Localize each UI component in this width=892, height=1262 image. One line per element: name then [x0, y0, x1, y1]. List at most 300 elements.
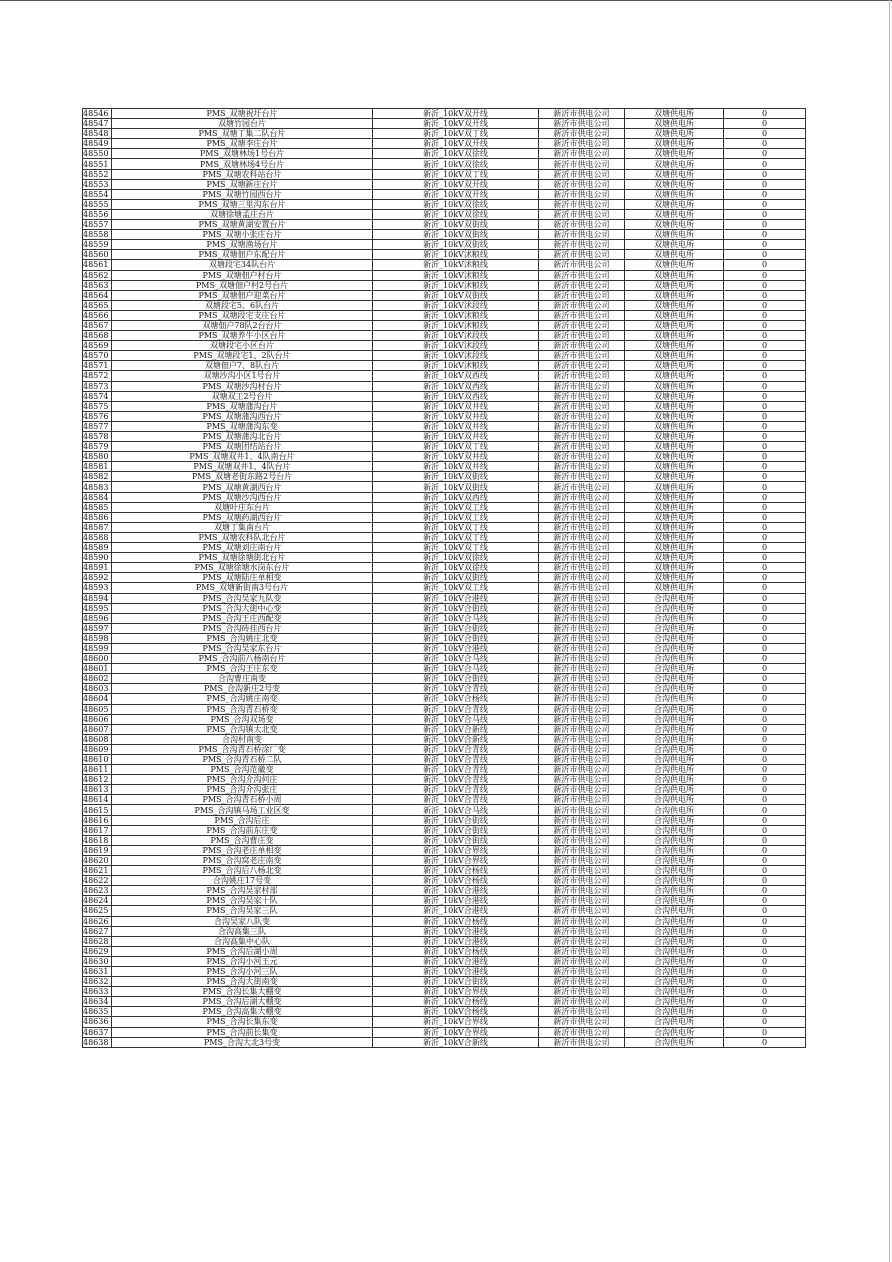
transformer-name-cell: PMS_合沟后八杨北变 — [112, 866, 373, 876]
table-row — [83, 512, 806, 522]
row-id-cell: 48561 — [83, 260, 112, 270]
feeder-line-cell: 新沂_10kV沭粮线 — [373, 260, 539, 270]
value-cell: 0 — [724, 613, 806, 623]
transformer-name-cell: PMS_合沟新庄2号变 — [112, 684, 373, 694]
station-cell: 合沟供电所 — [625, 815, 724, 825]
value-cell: 0 — [724, 492, 806, 502]
feeder-line-cell: 新沂_10kV合青线 — [373, 765, 539, 775]
company-cell: 新沂市供电公司 — [539, 603, 625, 613]
row-id-cell: 48577 — [83, 421, 112, 431]
row-id-cell: 48580 — [83, 452, 112, 462]
table-row — [83, 936, 806, 946]
value-cell: 0 — [724, 220, 806, 230]
station-cell: 双塘供电所 — [625, 432, 724, 442]
row-id-cell: 48624 — [83, 896, 112, 906]
table-row — [83, 462, 806, 472]
company-cell: 新沂市供电公司 — [539, 1027, 625, 1037]
value-cell: 0 — [724, 956, 806, 966]
transformer-name-cell: PMS_双塘双井1、4队台片 — [112, 462, 373, 472]
station-cell: 合沟供电所 — [625, 744, 724, 754]
row-id-cell: 48553 — [83, 179, 112, 189]
row-id-cell: 48595 — [83, 603, 112, 613]
value-cell: 0 — [724, 421, 806, 431]
company-cell: 新沂市供电公司 — [539, 997, 625, 1007]
station-cell: 双塘供电所 — [625, 512, 724, 522]
station-cell: 双塘供电所 — [625, 563, 724, 573]
station-cell: 合沟供电所 — [625, 734, 724, 744]
station-cell: 合沟供电所 — [625, 1017, 724, 1027]
company-cell: 新沂市供电公司 — [539, 583, 625, 593]
value-cell: 0 — [724, 775, 806, 785]
table-row — [83, 704, 806, 714]
feeder-line-cell: 新沂_10kV沭粮线 — [373, 270, 539, 280]
row-id-cell: 48592 — [83, 573, 112, 583]
station-cell: 合沟供电所 — [625, 765, 724, 775]
table-row — [83, 987, 806, 997]
value-cell: 0 — [724, 189, 806, 199]
transformer-name-cell: PMS_双塘老街东路2号台片 — [112, 472, 373, 482]
table-row — [83, 613, 806, 623]
feeder-line-cell: 新沂_10kV合街线 — [373, 674, 539, 684]
row-id-cell: 48552 — [83, 169, 112, 179]
feeder-line-cell: 新沂_10kV双井线 — [373, 462, 539, 472]
feeder-line-cell: 新沂_10kV合马线 — [373, 805, 539, 815]
transformer-name-cell: PMS_合沟前八杨南台片 — [112, 654, 373, 664]
value-cell: 0 — [724, 371, 806, 381]
table-row — [83, 331, 806, 341]
transformer-name-cell: PMS_合沟小河三队 — [112, 966, 373, 976]
value-cell: 0 — [724, 341, 806, 351]
company-cell: 新沂市供电公司 — [539, 109, 625, 119]
station-cell: 合沟供电所 — [625, 694, 724, 704]
transformer-name-cell: 合沟姚庄17号变 — [112, 876, 373, 886]
value-cell: 0 — [724, 381, 806, 391]
station-cell: 双塘供电所 — [625, 331, 724, 341]
feeder-line-cell: 新沂_10kV双井线 — [373, 432, 539, 442]
feeder-line-cell: 新沂_10kV合杨线 — [373, 946, 539, 956]
transformer-name-cell: PMS_合沟青石桥变 — [112, 704, 373, 714]
table-row — [83, 1017, 806, 1027]
station-cell: 合沟供电所 — [625, 876, 724, 886]
transformer-name-cell: PMS_双塘段宅支庄台片 — [112, 310, 373, 320]
table-row — [83, 694, 806, 704]
transformer-name-cell: PMS_合沟砖挂西台片 — [112, 623, 373, 633]
station-cell: 双塘供电所 — [625, 502, 724, 512]
table-row — [83, 482, 806, 492]
table-row — [83, 734, 806, 744]
value-cell: 0 — [724, 603, 806, 613]
row-id-cell: 48620 — [83, 855, 112, 865]
value-cell: 0 — [724, 109, 806, 119]
station-cell: 合沟供电所 — [625, 956, 724, 966]
table-row — [83, 351, 806, 361]
transformer-name-cell: PMS_双塘蒲沟西台片 — [112, 411, 373, 421]
transformer-name-cell: PMS_双塘蒲沟北台片 — [112, 432, 373, 442]
transformer-name-cell: PMS_双塘丁集二队台片 — [112, 129, 373, 139]
company-cell: 新沂市供电公司 — [539, 331, 625, 341]
value-cell: 0 — [724, 724, 806, 734]
row-id-cell: 48597 — [83, 623, 112, 633]
transformer-name-cell: 合沟高集中心队 — [112, 936, 373, 946]
company-cell: 新沂市供电公司 — [539, 977, 625, 987]
station-cell: 双塘供电所 — [625, 300, 724, 310]
row-id-cell: 48555 — [83, 199, 112, 209]
feeder-line-cell: 新沂_10kV合街线 — [373, 815, 539, 825]
table-row — [83, 674, 806, 684]
feeder-line-cell: 新沂_10kV沭段线 — [373, 341, 539, 351]
feeder-line-cell: 新沂_10kV双井线 — [373, 452, 539, 462]
table-row — [83, 532, 806, 542]
page-top-rule — [0, 0, 892, 1]
station-cell: 合沟供电所 — [625, 946, 724, 956]
table-row — [83, 603, 806, 613]
transformer-name-cell: PMS_双塘蒲沟东变 — [112, 421, 373, 431]
company-cell: 新沂市供电公司 — [539, 432, 625, 442]
table-row — [83, 916, 806, 926]
feeder-line-cell: 新沂_10kV合街线 — [373, 633, 539, 643]
table-row — [83, 310, 806, 320]
transformer-name-cell: PMS_合沟范徽变 — [112, 765, 373, 775]
transformer-name-cell: PMS_合沟前东庄变 — [112, 825, 373, 835]
feeder-line-cell: 新沂_10kV双井线 — [373, 421, 539, 431]
transformer-name-cell: 双塘段宅小区台片 — [112, 341, 373, 351]
feeder-line-cell: 新沂_10kV合界线 — [373, 845, 539, 855]
company-cell: 新沂市供电公司 — [539, 593, 625, 603]
row-id-cell: 48611 — [83, 765, 112, 775]
feeder-line-cell: 新沂_10kV双开线 — [373, 179, 539, 189]
transformer-name-cell: PMS_合沟吴家三队 — [112, 906, 373, 916]
row-id-cell: 48554 — [83, 189, 112, 199]
row-id-cell: 48571 — [83, 361, 112, 371]
station-cell: 双塘供电所 — [625, 391, 724, 401]
feeder-line-cell: 新沂_10kV双西线 — [373, 391, 539, 401]
station-cell: 合沟供电所 — [625, 785, 724, 795]
value-cell: 0 — [724, 159, 806, 169]
station-cell: 双塘供电所 — [625, 149, 724, 159]
row-id-cell: 48564 — [83, 290, 112, 300]
transformer-name-cell: PMS_合沟后湖小周 — [112, 946, 373, 956]
table-row — [83, 240, 806, 250]
feeder-line-cell: 新沂_10kV双丁线 — [373, 532, 539, 542]
feeder-line-cell: 新沂_10kV双开线 — [373, 139, 539, 149]
station-cell: 合沟供电所 — [625, 805, 724, 815]
row-id-cell: 48596 — [83, 613, 112, 623]
value-cell: 0 — [724, 845, 806, 855]
table-row — [83, 926, 806, 936]
row-id-cell: 48601 — [83, 664, 112, 674]
value-cell: 0 — [724, 815, 806, 825]
transformer-name-cell: PMS_合沟介沟何庄 — [112, 775, 373, 785]
company-cell: 新沂市供电公司 — [539, 482, 625, 492]
company-cell: 新沂市供电公司 — [539, 149, 625, 159]
transformer-name-cell: PMS_合沟姚庄北变 — [112, 633, 373, 643]
row-id-cell: 48563 — [83, 280, 112, 290]
row-id-cell: 48546 — [83, 109, 112, 119]
table-row — [83, 825, 806, 835]
station-cell: 双塘供电所 — [625, 583, 724, 593]
value-cell: 0 — [724, 411, 806, 421]
table-row — [83, 522, 806, 532]
row-id-cell: 48575 — [83, 401, 112, 411]
value-cell: 0 — [724, 169, 806, 179]
row-id-cell: 48600 — [83, 654, 112, 664]
station-cell: 双塘供电所 — [625, 119, 724, 129]
value-cell: 0 — [724, 1027, 806, 1037]
table-row — [83, 452, 806, 462]
value-cell: 0 — [724, 391, 806, 401]
company-cell: 新沂市供电公司 — [539, 240, 625, 250]
value-cell: 0 — [724, 835, 806, 845]
table-row — [83, 643, 806, 653]
table-row — [83, 472, 806, 482]
transformer-name-cell: PMS_双塘农科站台片 — [112, 169, 373, 179]
transformer-name-cell: PMS_双塘新街南3号台片 — [112, 583, 373, 593]
transformer-name-cell: PMS_合沟镇马场工业区变 — [112, 805, 373, 815]
value-cell: 0 — [724, 432, 806, 442]
value-cell: 0 — [724, 886, 806, 896]
transformer-name-cell: PMS_双塘沙沟村台片 — [112, 381, 373, 391]
feeder-line-cell: 新沂_10kV合港线 — [373, 886, 539, 896]
station-cell: 合沟供电所 — [625, 987, 724, 997]
value-cell: 0 — [724, 987, 806, 997]
value-cell: 0 — [724, 442, 806, 452]
station-cell: 合沟供电所 — [625, 664, 724, 674]
transformer-name-cell: PMS_双塘林场4号台片 — [112, 159, 373, 169]
row-id-cell: 48621 — [83, 866, 112, 876]
transformer-name-cell: 合沟吴家八队变 — [112, 916, 373, 926]
value-cell: 0 — [724, 583, 806, 593]
feeder-line-cell: 新沂_10kV合港线 — [373, 896, 539, 906]
table-row — [83, 442, 806, 452]
company-cell: 新沂市供电公司 — [539, 381, 625, 391]
feeder-line-cell: 新沂_10kV双井线 — [373, 411, 539, 421]
row-id-cell: 48550 — [83, 149, 112, 159]
transformer-name-cell: PMS_合沟青石桥涂厂变 — [112, 744, 373, 754]
feeder-line-cell: 新沂_10kV合马线 — [373, 654, 539, 664]
company-cell: 新沂市供电公司 — [539, 391, 625, 401]
feeder-line-cell: 新沂_10kV双徐线 — [373, 563, 539, 573]
value-cell: 0 — [724, 563, 806, 573]
table-row — [83, 866, 806, 876]
station-cell: 合沟供电所 — [625, 704, 724, 714]
station-cell: 双塘供电所 — [625, 442, 724, 452]
station-cell: 合沟供电所 — [625, 633, 724, 643]
value-cell: 0 — [724, 532, 806, 542]
company-cell: 新沂市供电公司 — [539, 825, 625, 835]
station-cell: 双塘供电所 — [625, 543, 724, 553]
table-row — [83, 220, 806, 230]
transformer-name-cell: PMS_合沟长集东变 — [112, 1017, 373, 1027]
table-row — [83, 492, 806, 502]
transformer-name-cell: PMS_合沟小河王元 — [112, 956, 373, 966]
station-cell: 双塘供电所 — [625, 139, 724, 149]
table-row — [83, 169, 806, 179]
company-cell: 新沂市供电公司 — [539, 320, 625, 330]
table-row — [83, 109, 806, 119]
transformer-name-cell: PMS_合沟介沟张庄 — [112, 785, 373, 795]
value-cell: 0 — [724, 785, 806, 795]
table-row — [83, 260, 806, 270]
row-id-cell: 48637 — [83, 1027, 112, 1037]
transformer-name-cell: 合沟曹庄南变 — [112, 674, 373, 684]
station-cell: 合沟供电所 — [625, 775, 724, 785]
transformer-name-cell: 双塘竹园台片 — [112, 119, 373, 129]
feeder-line-cell: 新沂_10kV双丁线 — [373, 169, 539, 179]
transformer-name-cell: PMS_双塘黄湖安置台片 — [112, 220, 373, 230]
station-cell: 合沟供电所 — [625, 674, 724, 684]
row-id-cell: 48548 — [83, 129, 112, 139]
row-id-cell: 48591 — [83, 563, 112, 573]
row-id-cell: 48635 — [83, 1007, 112, 1017]
table-row — [83, 209, 806, 219]
feeder-line-cell: 新沂_10kV合港线 — [373, 936, 539, 946]
row-id-cell: 48608 — [83, 734, 112, 744]
row-id-cell: 48582 — [83, 472, 112, 482]
company-cell: 新沂市供电公司 — [539, 280, 625, 290]
value-cell: 0 — [724, 654, 806, 664]
company-cell: 新沂市供电公司 — [539, 209, 625, 219]
row-id-cell: 48623 — [83, 886, 112, 896]
transformer-name-cell: PMS_双塘双井1、4队南台片 — [112, 452, 373, 462]
row-id-cell: 48556 — [83, 209, 112, 219]
row-id-cell: 48573 — [83, 381, 112, 391]
value-cell: 0 — [724, 240, 806, 250]
table-row — [83, 371, 806, 381]
feeder-line-cell: 新沂_10kV双街线 — [373, 482, 539, 492]
feeder-line-cell: 新沂_10kV双徐线 — [373, 199, 539, 209]
transformer-name-cell: PMS_合沟姚庄南变 — [112, 694, 373, 704]
company-cell: 新沂市供电公司 — [539, 987, 625, 997]
feeder-line-cell: 新沂_10kV双工线 — [373, 502, 539, 512]
station-cell: 双塘供电所 — [625, 421, 724, 431]
company-cell: 新沂市供电公司 — [539, 966, 625, 976]
feeder-line-cell: 新沂_10kV双开线 — [373, 189, 539, 199]
transformer-name-cell: 双塘丁集南台片 — [112, 522, 373, 532]
row-id-cell: 48568 — [83, 331, 112, 341]
transformer-name-cell: PMS_合沟大街南变 — [112, 977, 373, 987]
station-cell: 双塘供电所 — [625, 169, 724, 179]
transformer-name-cell: PMS_双塘三里沟东台片 — [112, 199, 373, 209]
row-id-cell: 48593 — [83, 583, 112, 593]
feeder-line-cell: 新沂_10kV双徐线 — [373, 553, 539, 563]
company-cell: 新沂市供电公司 — [539, 785, 625, 795]
transformer-name-cell: PMS_合沟吴家十队 — [112, 896, 373, 906]
transformer-name-cell: PMS_双塘徐塘水岗东台片 — [112, 563, 373, 573]
table-row — [83, 755, 806, 765]
row-id-cell: 48572 — [83, 371, 112, 381]
value-cell: 0 — [724, 694, 806, 704]
station-cell: 合沟供电所 — [625, 896, 724, 906]
row-id-cell: 48627 — [83, 926, 112, 936]
company-cell: 新沂市供电公司 — [539, 462, 625, 472]
station-cell: 合沟供电所 — [625, 1027, 724, 1037]
value-cell: 0 — [724, 977, 806, 987]
company-cell: 新沂市供电公司 — [539, 139, 625, 149]
company-cell: 新沂市供电公司 — [539, 876, 625, 886]
station-cell: 合沟供电所 — [625, 845, 724, 855]
station-cell: 双塘供电所 — [625, 361, 724, 371]
value-cell: 0 — [724, 310, 806, 320]
feeder-line-cell: 新沂_10kV双街线 — [373, 573, 539, 583]
row-id-cell: 48599 — [83, 643, 112, 653]
company-cell: 新沂市供电公司 — [539, 472, 625, 482]
transformer-name-cell: PMS_合沟双场变 — [112, 714, 373, 724]
row-id-cell: 48583 — [83, 482, 112, 492]
transformer-name-cell: PMS_双塘佃户村2号台片 — [112, 280, 373, 290]
company-cell: 新沂市供电公司 — [539, 169, 625, 179]
company-cell: 新沂市供电公司 — [539, 452, 625, 462]
transformer-name-cell: PMS_双塘黄湖西台片 — [112, 482, 373, 492]
row-id-cell: 48578 — [83, 432, 112, 442]
value-cell: 0 — [724, 331, 806, 341]
value-cell: 0 — [724, 543, 806, 553]
value-cell: 0 — [724, 320, 806, 330]
feeder-line-cell: 新沂_10kV双工线 — [373, 512, 539, 522]
station-cell: 合沟供电所 — [625, 977, 724, 987]
company-cell: 新沂市供电公司 — [539, 310, 625, 320]
row-id-cell: 48586 — [83, 512, 112, 522]
value-cell: 0 — [724, 452, 806, 462]
station-cell: 双塘供电所 — [625, 310, 724, 320]
transformer-name-cell: PMS_双塘佃户村台片 — [112, 270, 373, 280]
transformer-name-cell: PMS_双塘新庄台片 — [112, 179, 373, 189]
transformer-name-cell: PMS_合沟后湖大棚变 — [112, 997, 373, 1007]
station-cell: 双塘供电所 — [625, 250, 724, 260]
company-cell: 新沂市供电公司 — [539, 411, 625, 421]
feeder-line-cell: 新沂_10kV合港线 — [373, 593, 539, 603]
company-cell: 新沂市供电公司 — [539, 684, 625, 694]
company-cell: 新沂市供电公司 — [539, 613, 625, 623]
row-id-cell: 48574 — [83, 391, 112, 401]
transformer-name-cell: PMS_合沟大街中心变 — [112, 603, 373, 613]
feeder-line-cell: 新沂_10kV双西线 — [373, 371, 539, 381]
company-cell: 新沂市供电公司 — [539, 442, 625, 452]
value-cell: 0 — [724, 825, 806, 835]
feeder-line-cell: 新沂_10kV合港线 — [373, 966, 539, 976]
value-cell: 0 — [724, 744, 806, 754]
station-cell: 合沟供电所 — [625, 825, 724, 835]
station-cell: 双塘供电所 — [625, 371, 724, 381]
row-id-cell: 48619 — [83, 845, 112, 855]
station-cell: 合沟供电所 — [625, 926, 724, 936]
transformer-name-cell: PMS_合沟镇大北变 — [112, 724, 373, 734]
row-id-cell: 48602 — [83, 674, 112, 684]
company-cell: 新沂市供电公司 — [539, 714, 625, 724]
table-row — [83, 855, 806, 865]
table-row — [83, 432, 806, 442]
feeder-line-cell: 新沂_10kV合新线 — [373, 724, 539, 734]
row-id-cell: 48576 — [83, 411, 112, 421]
company-cell: 新沂市供电公司 — [539, 361, 625, 371]
value-cell: 0 — [724, 139, 806, 149]
feeder-line-cell: 新沂_10kV合街线 — [373, 977, 539, 987]
row-id-cell: 48584 — [83, 492, 112, 502]
row-id-cell: 48614 — [83, 795, 112, 805]
company-cell: 新沂市供电公司 — [539, 926, 625, 936]
feeder-line-cell: 新沂_10kV合青线 — [373, 785, 539, 795]
row-id-cell: 48631 — [83, 966, 112, 976]
value-cell: 0 — [724, 129, 806, 139]
station-cell: 合沟供电所 — [625, 855, 724, 865]
table-row — [83, 835, 806, 845]
feeder-line-cell: 新沂_10kV双丁线 — [373, 442, 539, 452]
feeder-line-cell: 新沂_10kV沭段线 — [373, 351, 539, 361]
transformer-name-cell: PMS_双塘渔场台片 — [112, 240, 373, 250]
station-cell: 合沟供电所 — [625, 714, 724, 724]
company-cell: 新沂市供电公司 — [539, 1007, 625, 1017]
row-id-cell: 48590 — [83, 553, 112, 563]
value-cell: 0 — [724, 936, 806, 946]
